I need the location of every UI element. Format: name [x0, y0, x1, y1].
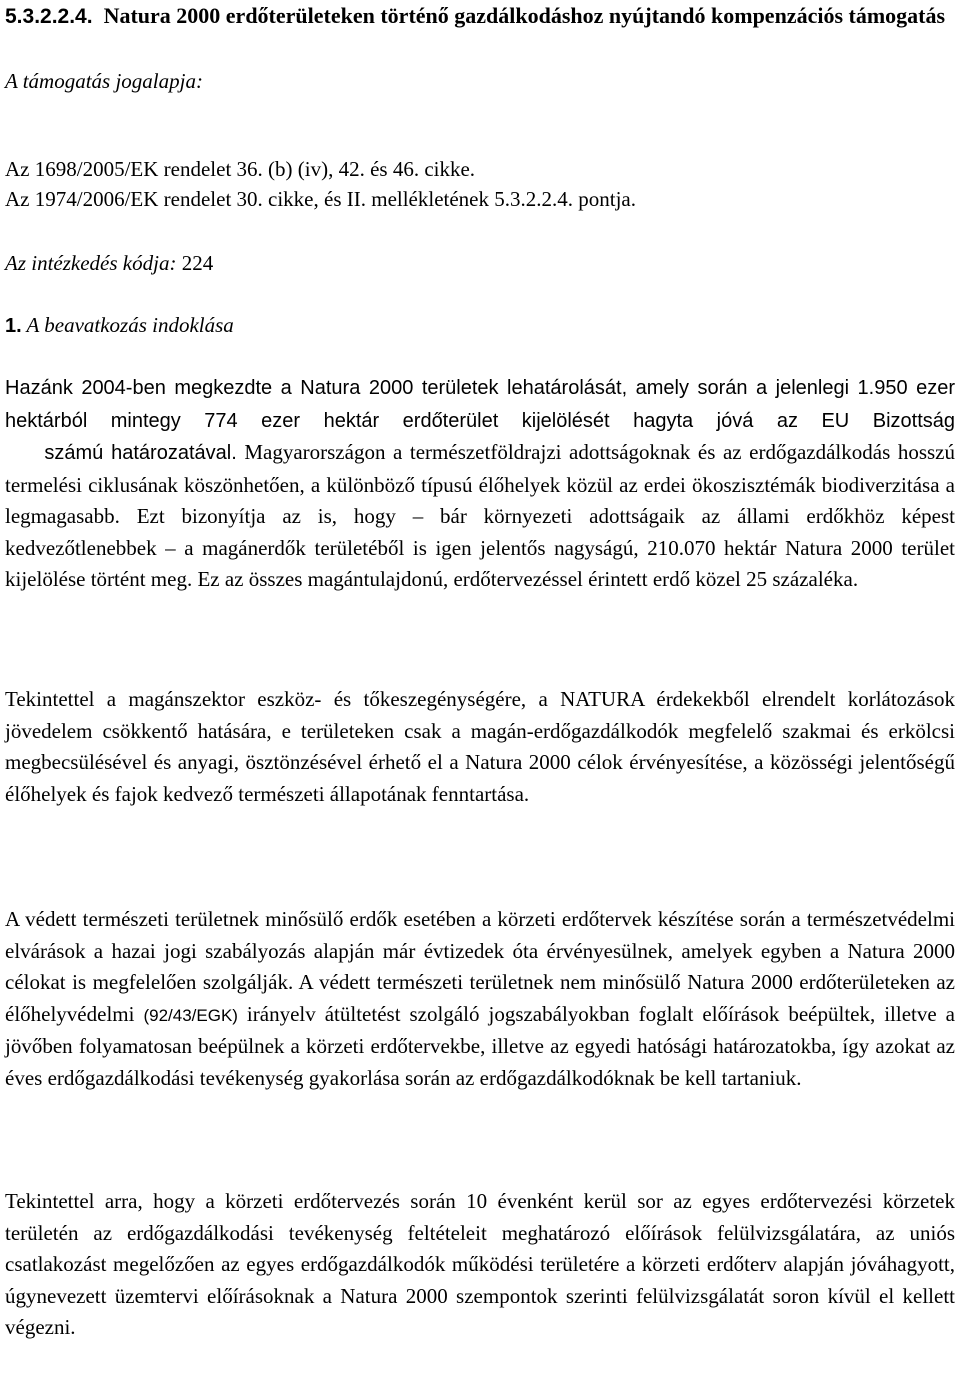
- paragraph-forest-planning: Tekintettel arra, hogy a körzeti erdőtervezés során 10 évenként kerül sor az egyes erdőtervezési körzetek területén az erdőgazdálkodási tevékenység feltételeit meghatározó előírások felülvizsgálatára, az uniós csatlakozást megelőzően az egyes erdőgazdálkodók működési területére a körzeti erdőterv alapján jóváhagyott, úgynevezett üzemtervi előírásoknak a Natura 2000 szempontok szerinti felülvizsgálatát soron kívül el kellett végezni.: [5, 1189, 955, 1339]
- paragraph1-part2: számú határozatával.: [5, 442, 237, 464]
- measure-code-label: Az intézkedés kódja:: [5, 251, 177, 275]
- section-title: Natura 2000 erdőterületeken történő gazdálkodáshoz nyújtandó kompenzációs támogatás: [103, 3, 946, 28]
- legal-basis-label: A támogatás jogalapja:: [5, 69, 203, 93]
- measure-code-value: 224: [176, 251, 214, 275]
- directive-reference: (92/43/EGK): [143, 1005, 238, 1025]
- legal-basis-line-2: Az 1974/2006/EK rendelet 30. cikke, és II. mellékletének 5.3.2.2.4. pontja.: [5, 187, 636, 211]
- measure-code: [5, 248, 213, 279]
- paragraph-private-sector: Tekintettel a magánszektor eszköz- és tőkeszegénységére, a NATURA érdekekből elrendelt korlátozások jövedelem csökkentő hatására, e területeken csak a magán-erdőgazdálkodók megfelelő szakmai és erkölcsi megbecsülésével és anyagi, ösztönzésével érhető el a Natura 2000 célok érvényesítése, a közösségi jelentőségű élőhelyek és fajok kedvező természeti állapotának fenntartása.: [5, 687, 955, 806]
- paragraph1-part1: Hazánk 2004-ben megkezdte a Natura 2000 területek lehatárolását, amely során a jelenlegi 1.950 ezer hektárból mintegy 774 ezer hektár erdőterület kijelölését hagyta jóvá az EU Bizottság: [5, 377, 955, 432]
- justification-heading: [5, 310, 234, 342]
- section-number: 5.3.2.2.4.: [5, 5, 93, 28]
- paragraph-protected-forests: [5, 904, 955, 1094]
- justification-number: 1.: [5, 315, 22, 337]
- paragraph3-part3: irányelv átültetést szolgáló jogszabályokban foglalt előírások beépültek, illetve a jövőben folyamatosan beépülnek a körzeti erdőtervekbe, illetve az egyedi hatósági határozatokba, így azokat az éves erdőgazdálkodási tevékenység gyakorlása során az erdőgazdálkodóknak be kell tartaniuk.: [5, 1001, 955, 1090]
- paragraph3-part1: A védett természeti területnek minősülő erdők esetében a körzeti erdőtervek készítése során a természetvédelmi elvárások a hazai jogi szabályozás alapján már évtizedek óta érvényesülnek, amelyek egyben a Natura 2000 célokat is megfelelően szolgálják. A védett természeti területnek nem minősülő Natura 2000 erdőterületeken az élőhelyvédelmi: [5, 907, 955, 1026]
- justification-title: A beavatkozás indoklása: [21, 313, 234, 337]
- legal-basis-line-1: Az 1698/2005/EK rendelet 36. (b) (iv), 42. és 46. cikke.: [5, 157, 476, 181]
- section-heading: [5, 0, 955, 32]
- paragraph-natura-designation: [5, 372, 955, 596]
- paragraph1-part3: Magyarországon a természetföldrajzi adottságoknak és az erdőgazdálkodás hosszú termelési ciklusának köszönhetően, a különböző típusú élőhelyek közül az erdei ökoszisztémák biodiverzitása a legmagasabb. Ezt bizonyítja az is, hogy – bár környezeti adottságaik az állami erdőkhöz képest kedvezőtlenebbek – a magánerdők területéből is igen jelentős nagyságú, 210.070 hektár Natura 2000 terület kijelölése történt meg. Ez az összes magántulajdonú, erdőtervezéssel érintett erdő közel 25 százaléka.: [5, 440, 955, 591]
